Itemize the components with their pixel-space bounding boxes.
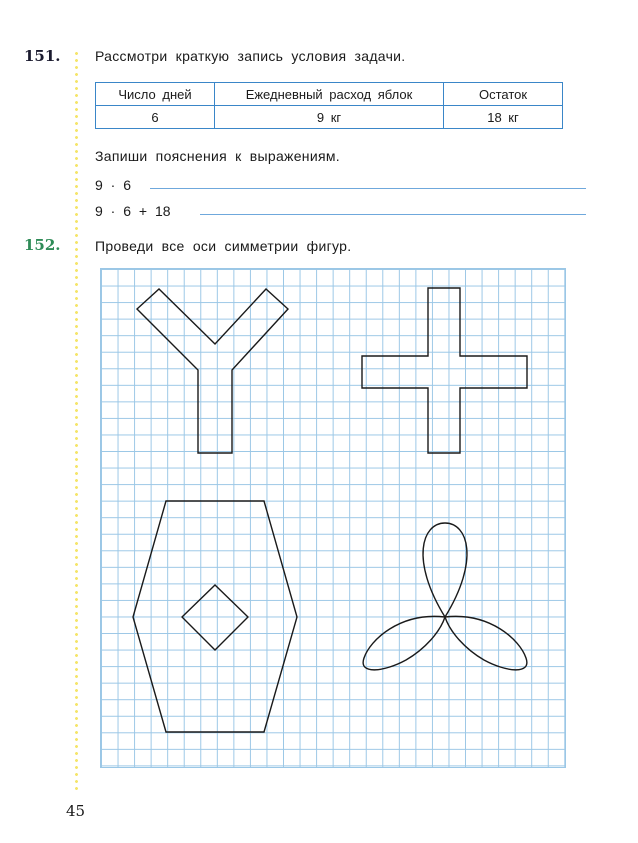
task-151-number: 151. xyxy=(24,47,61,65)
task-151-prompt: Рассмотри краткую запись условия задачи. xyxy=(95,48,406,64)
value-daily-consumption: 9 кг xyxy=(215,106,444,129)
header-daily-consumption: Ежедневный расход яблок xyxy=(215,83,444,106)
y-shape-figure xyxy=(137,289,288,453)
petal-left xyxy=(363,616,445,669)
page-number: 45 xyxy=(66,802,86,820)
plus-shape-figure xyxy=(362,288,527,453)
petal-top xyxy=(423,523,467,617)
task-152-number: 152. xyxy=(24,236,61,254)
expression-2: 9 · 6 + 18 xyxy=(95,203,171,219)
header-days: Число дней xyxy=(96,83,215,106)
value-remainder: 18 кг xyxy=(444,106,563,129)
task-151-instruction: Запиши пояснения к выражениям. xyxy=(95,148,340,164)
value-days: 6 xyxy=(96,106,215,129)
hexagon-figure xyxy=(133,501,297,732)
petal-right xyxy=(445,616,527,669)
expression-1: 9 · 6 xyxy=(95,177,132,193)
task-152-prompt: Проведи все оси симметрии фигур. xyxy=(95,238,352,254)
header-remainder: Остаток xyxy=(444,83,563,106)
inner-square-figure xyxy=(182,585,248,650)
